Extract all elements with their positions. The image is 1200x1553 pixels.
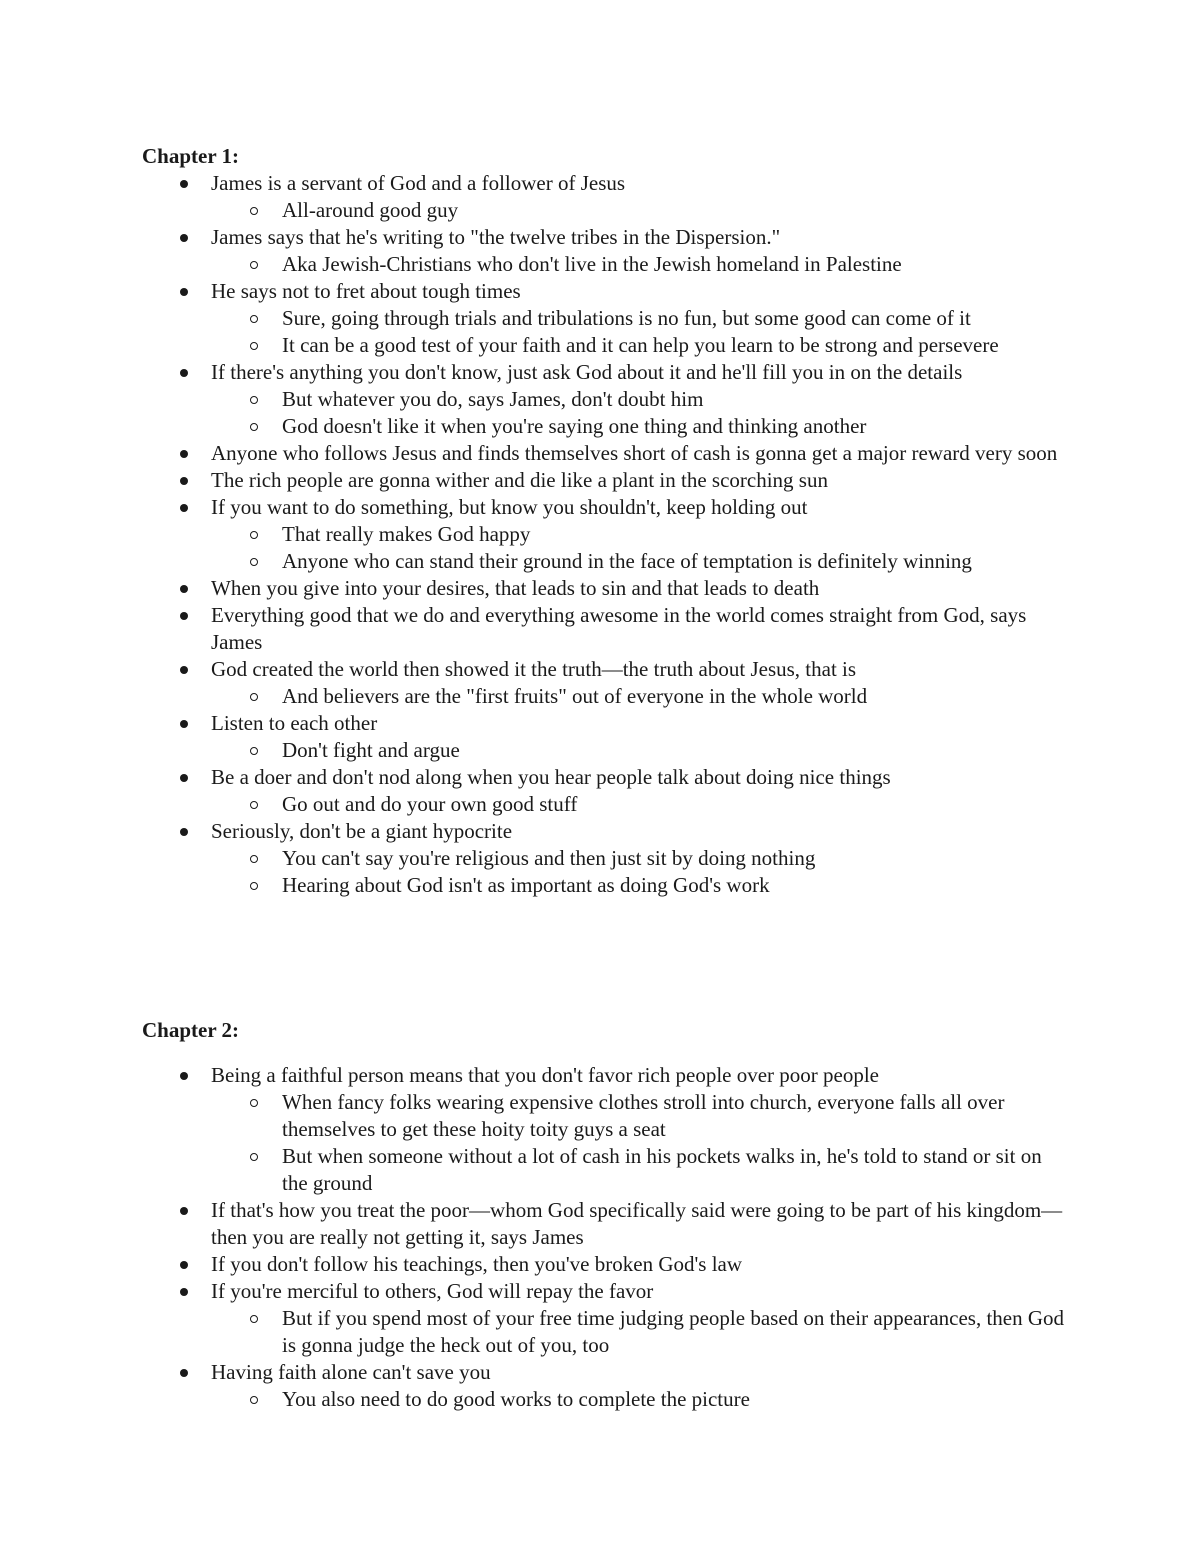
- filled-bullet-icon: [180, 1369, 188, 1377]
- sub-bullet-list: [211, 737, 1072, 764]
- filled-bullet-icon: [180, 666, 188, 674]
- sub-list-item-text: Anyone who can stand their ground in the face of temptation is definitely winning: [282, 549, 972, 573]
- list-item: [142, 440, 1072, 467]
- list-item-text: When you give into your desires, that leads to sin and that leads to death: [211, 576, 820, 600]
- list-item: [142, 1197, 1072, 1251]
- list-item: [142, 710, 1072, 764]
- hollow-bullet-icon: [250, 261, 258, 269]
- filled-bullet-icon: [180, 1261, 188, 1269]
- list-item: [142, 494, 1072, 575]
- hollow-bullet-icon: [250, 396, 258, 404]
- list-item-text: If you're merciful to others, God will repay the favor: [211, 1279, 654, 1303]
- sub-list-item: [141, 1305, 1072, 1359]
- sub-list-item-text: Go out and do your own good stuff: [282, 792, 578, 816]
- list-item-text: James is a servant of God and a follower of Jesus: [211, 171, 626, 195]
- sub-bullet-list: [211, 197, 1072, 224]
- hollow-bullet-icon: [250, 882, 258, 890]
- list-item-text: James says that he's writing to "the twelve tribes in the Dispersion.": [211, 225, 781, 249]
- hollow-bullet-icon: [250, 1099, 258, 1107]
- sub-list-item: [141, 737, 1072, 764]
- list-item-text: Everything good that we do and everything awesome in the world comes straight from God, says James: [211, 603, 1027, 654]
- list-item: [142, 575, 1072, 602]
- hollow-bullet-icon: [250, 315, 258, 323]
- hollow-bullet-icon: [250, 207, 258, 215]
- list-item-text: Having faith alone can't save you: [211, 1360, 491, 1384]
- sub-list-item: [141, 548, 1072, 575]
- list-item: [142, 1359, 1072, 1413]
- filled-bullet-icon: [180, 1207, 188, 1215]
- bullet-list: [142, 1062, 1072, 1413]
- hollow-bullet-icon: [250, 531, 258, 539]
- sub-list-item: [141, 872, 1072, 899]
- filled-bullet-icon: [180, 612, 188, 620]
- sub-bullet-list: [211, 791, 1072, 818]
- chapter-1-section: [142, 143, 1072, 899]
- chapter-title: Chapter 2:: [142, 1018, 240, 1042]
- filled-bullet-icon: [180, 288, 188, 296]
- filled-bullet-icon: [180, 774, 188, 782]
- filled-bullet-icon: [180, 585, 188, 593]
- list-item: [142, 818, 1072, 899]
- sub-bullet-list: [211, 1386, 1072, 1413]
- filled-bullet-icon: [180, 504, 188, 512]
- sub-list-item: [141, 683, 1072, 710]
- hollow-bullet-icon: [250, 342, 258, 350]
- sub-bullet-list: [211, 683, 1072, 710]
- filled-bullet-icon: [180, 720, 188, 728]
- sub-list-item-text: God doesn't like it when you're saying one thing and thinking another: [282, 414, 867, 438]
- list-item: [142, 1251, 1072, 1278]
- list-item: [142, 467, 1072, 494]
- sub-list-item-text: When fancy folks wearing expensive clothes stroll into church, everyone falls all over themselves to get these hoity toity guys a seat: [282, 1090, 1005, 1141]
- sub-list-item: [141, 332, 1072, 359]
- filled-bullet-icon: [180, 180, 188, 188]
- sub-list-item: [141, 305, 1072, 332]
- list-item-text: God created the world then showed it the truth—the truth about Jesus, that is: [211, 657, 857, 681]
- sub-list-item-text: Don't fight and argue: [282, 738, 460, 762]
- sub-bullet-list: [211, 251, 1072, 278]
- hollow-bullet-icon: [250, 693, 258, 701]
- hollow-bullet-icon: [250, 855, 258, 863]
- sub-list-item-text: But when someone without a lot of cash in his pockets walks in, he's told to stand or sit on the ground: [282, 1144, 1042, 1195]
- list-item: [142, 1278, 1072, 1359]
- sub-list-item-text: All-around good guy: [282, 198, 459, 222]
- sub-list-item-text: It can be a good test of your faith and it can help you learn to be strong and persevere: [282, 333, 999, 357]
- list-item-text: Seriously, don't be a giant hypocrite: [211, 819, 513, 843]
- sub-list-item: [141, 197, 1072, 224]
- list-item: [142, 656, 1072, 710]
- hollow-bullet-icon: [250, 1153, 258, 1161]
- filled-bullet-icon: [180, 234, 188, 242]
- hollow-bullet-icon: [250, 801, 258, 809]
- filled-bullet-icon: [180, 828, 188, 836]
- sub-list-item: [141, 1089, 1072, 1143]
- list-item: [142, 278, 1072, 359]
- sub-bullet-list: [211, 1089, 1072, 1197]
- sub-list-item-text: You also need to do good works to complete the picture: [282, 1387, 750, 1411]
- list-item-text: Being a faithful person means that you don't favor rich people over poor people: [211, 1063, 880, 1087]
- sub-list-item-text: Hearing about God isn't as important as doing God's work: [282, 873, 770, 897]
- list-item-text: If you want to do something, but know you shouldn't, keep holding out: [211, 495, 808, 519]
- list-item-text: He says not to fret about tough times: [211, 279, 521, 303]
- sub-list-item: [141, 413, 1072, 440]
- sub-list-item-text: But if you spend most of your free time judging people based on their appearances, then God is gonna judge the heck out of you, too: [282, 1306, 1065, 1357]
- sub-bullet-list: [211, 386, 1072, 440]
- sub-list-item-text: Aka Jewish-Christians who don't live in the Jewish homeland in Palestine: [282, 252, 902, 276]
- filled-bullet-icon: [180, 369, 188, 377]
- sub-list-item: [141, 791, 1072, 818]
- list-item: [142, 359, 1072, 440]
- chapter-2-section: [142, 1017, 1072, 1413]
- list-item-text: Anyone who follows Jesus and finds themselves short of cash is gonna get a major reward very soon: [211, 441, 1058, 465]
- sub-list-item-text: But whatever you do, says James, don't doubt him: [282, 387, 704, 411]
- sub-list-item-text: Sure, going through trials and tribulations is no fun, but some good can come of it: [282, 306, 971, 330]
- list-item: [142, 224, 1072, 278]
- sub-list-item-text: And believers are the "first fruits" out of everyone in the whole world: [282, 684, 868, 708]
- sub-list-item: [141, 1143, 1072, 1197]
- list-item: [142, 1062, 1072, 1197]
- hollow-bullet-icon: [250, 1396, 258, 1404]
- filled-bullet-icon: [180, 1072, 188, 1080]
- filled-bullet-icon: [180, 1288, 188, 1296]
- list-item-text: Listen to each other: [211, 711, 378, 735]
- chapter-title: Chapter 1:: [142, 144, 240, 168]
- sub-bullet-list: [211, 845, 1072, 899]
- list-item-text: Be a doer and don't nod along when you hear people talk about doing nice things: [211, 765, 891, 789]
- sub-list-item-text: You can't say you're religious and then just sit by doing nothing: [282, 846, 816, 870]
- sub-bullet-list: [211, 305, 1072, 359]
- list-item-text: If that's how you treat the poor—whom God specifically said were going to be part of his kingdom—then you are really not getting it, says James: [211, 1198, 1063, 1249]
- bullet-list: [142, 170, 1072, 899]
- sub-list-item: [141, 251, 1072, 278]
- list-item-text: If you don't follow his teachings, then you've broken God's law: [211, 1252, 743, 1276]
- sub-list-item-text: That really makes God happy: [282, 522, 531, 546]
- filled-bullet-icon: [180, 477, 188, 485]
- sub-bullet-list: [211, 1305, 1072, 1359]
- list-item-text: The rich people are gonna wither and die like a plant in the scorching sun: [211, 468, 828, 492]
- hollow-bullet-icon: [250, 558, 258, 566]
- list-item: [142, 602, 1072, 656]
- filled-bullet-icon: [180, 450, 188, 458]
- hollow-bullet-icon: [250, 747, 258, 755]
- list-item: [142, 764, 1072, 818]
- list-item-text: If there's anything you don't know, just ask God about it and he'll fill you in on the details: [211, 360, 963, 384]
- sub-list-item: [141, 845, 1072, 872]
- hollow-bullet-icon: [250, 1315, 258, 1323]
- hollow-bullet-icon: [250, 423, 258, 431]
- sub-list-item: [141, 386, 1072, 413]
- sub-bullet-list: [211, 521, 1072, 575]
- sub-list-item: [141, 1386, 1072, 1413]
- list-item: [142, 170, 1072, 224]
- sub-list-item: [141, 521, 1072, 548]
